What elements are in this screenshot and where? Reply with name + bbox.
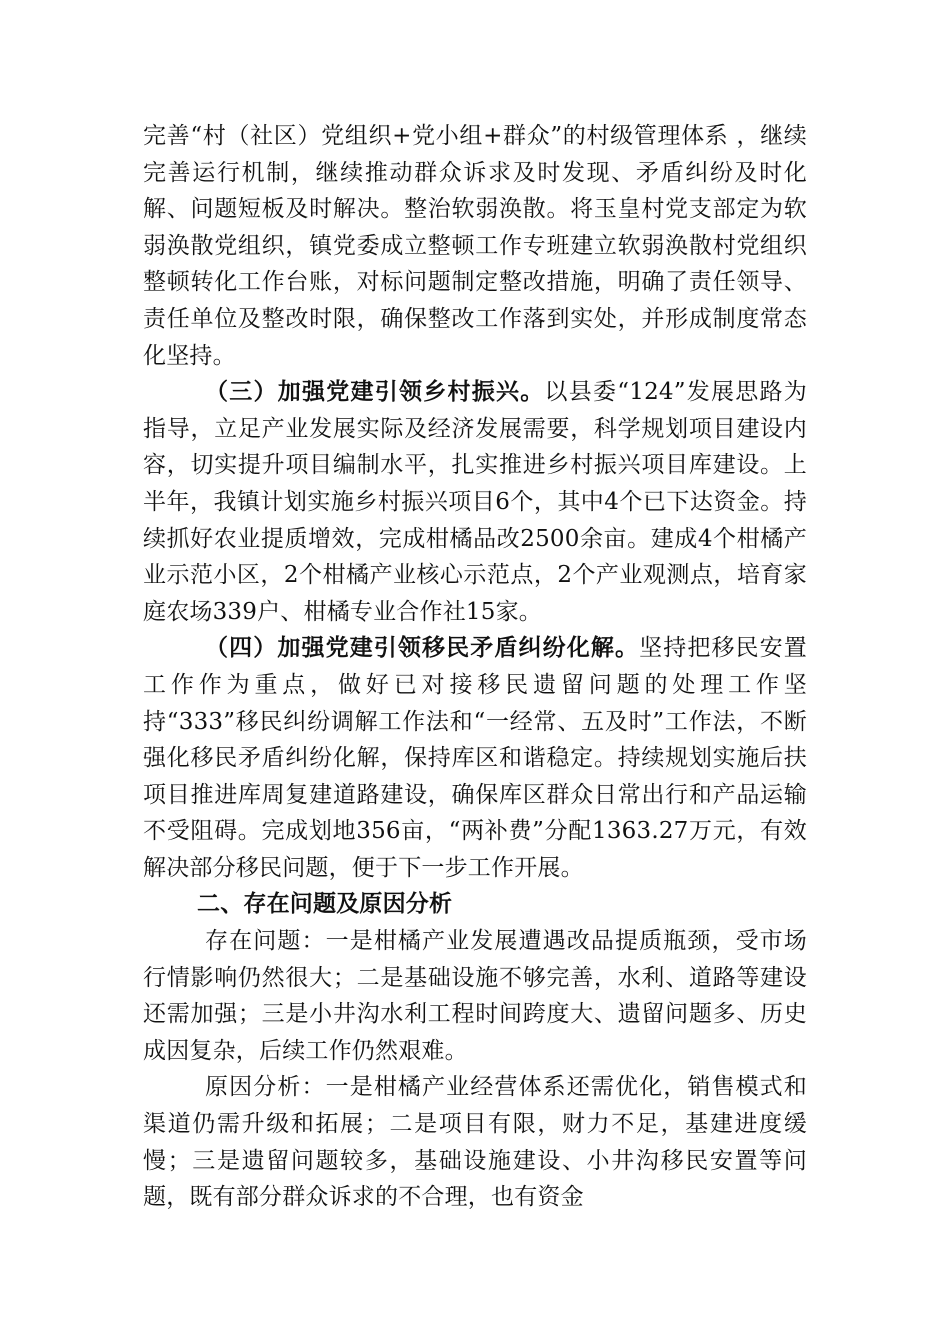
paragraph-text: 原因分析：一是柑橘产业经营体系还需优化，销售模式和渠道仍需升级和拓展；二是项目有限，财力不足，基建进度缓慢；三是遗留问题较多，基础设施建设、小井沟移民安置等问题，既有部分群众诉求的不合理，也有资金 xyxy=(143,1074,807,1211)
paragraph-lead: （四）加强党建引领移民矛盾纠纷化解。 xyxy=(205,634,640,662)
paragraph-migrant-disputes xyxy=(143,630,807,886)
paragraph-text: 以县委“124”发展思路为指导，立足产业发展实际及经济发展需要，科学规划项目建设内容，切实提升项目编制水平，扎实推进乡村振兴项目库建设。上半年，我镇计划实施乡村振兴项目6个，其中4个已下达资金。持续抓好农业提质增效，完成柑橘品改2500余亩。建成4个柑橘产业示范小区，2个柑橘产业核心示范点，2个产业观测点，培育家庭农场339户、柑橘专业合作社15家。 xyxy=(143,379,807,625)
paragraph-rural-revitalization xyxy=(143,374,807,630)
paragraph-lead: （三）加强党建引领乡村振兴。 xyxy=(205,378,545,406)
paragraph-text: 完善“村（社区）党组织+党小组+群众”的村级管理体系 ，继续完善运行机制，继续推动群众诉求及时发现、矛盾纠纷及时化解、问题短板及时解决。整治软弱涣散。将玉皇村党支部定为软弱涣散党组织，镇党委成立整顿工作专班建立软弱涣散村党组织整顿转化工作台账，对标问题制定整改措施，明确了责任领导、责任单位及整改时限，确保整改工作落到实处，并形成制度常态化坚持。 xyxy=(143,123,807,369)
section-heading: 二、存在问题及原因分析 xyxy=(197,891,453,918)
paragraph-village-management xyxy=(143,118,807,374)
document-body xyxy=(143,118,807,1216)
paragraph-text: 存在问题：一是柑橘产业发展遭遇改品提质瓶颈，受市场行情影响仍然很大；二是基础设施不够完善，水利、道路等建设还需加强；三是小井沟水利工程时间跨度大、遗留问题多、历史成因复杂，后续工作仍然艰难。 xyxy=(143,928,807,1064)
paragraph-problems xyxy=(143,923,807,1069)
paragraph-causes xyxy=(143,1069,807,1215)
paragraph-text: 坚持把移民安置工作作为重点，做好已对接移民遗留问题的处理工作坚持“333”移民纠纷调解工作法和“一经常、五及时”工作法，不断强化移民矛盾纠纷化解，保持库区和谐稳定。持续规划实施后扶项目推进库周复建道路建设，确保库区群众日常出行和产品运输不受阻碍。完成划地356亩，“两补费”分配1363.27万元，有效解决部分移民问题，便于下一步工作开展。 xyxy=(143,635,807,881)
